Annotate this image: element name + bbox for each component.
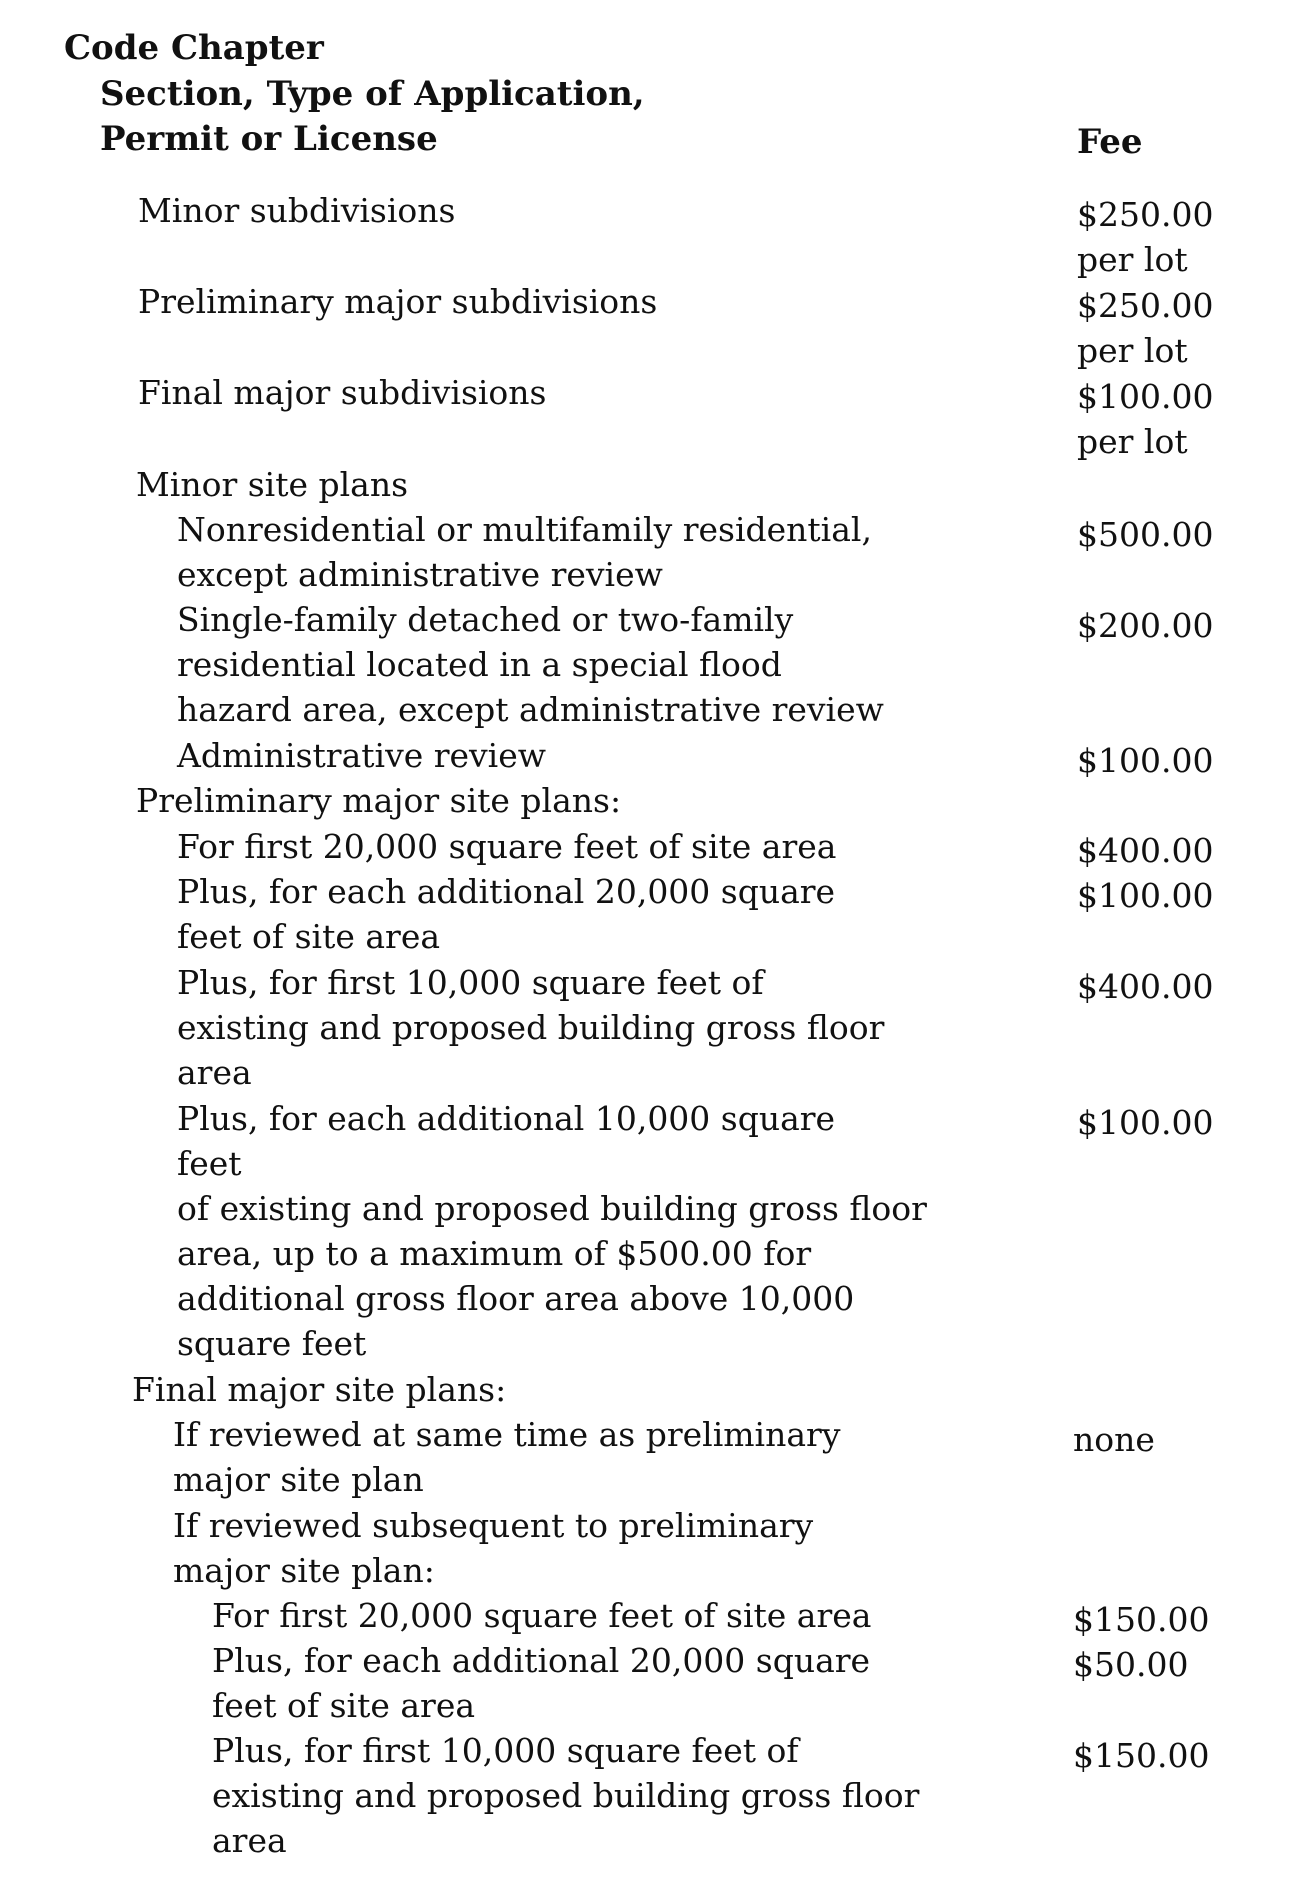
description-line: Plus, for each additional 10,000 square (177, 1099, 836, 1138)
header-fee: Fee (1077, 122, 1143, 162)
description-line: Minor site plans (136, 465, 409, 504)
description-line: of existing and proposed building gross floor (177, 1189, 927, 1228)
row-fee (1077, 873, 1213, 918)
description-line: Minor subdivisions (138, 191, 456, 230)
row-description (177, 824, 836, 869)
description-line: Preliminary major subdivisions (138, 282, 658, 321)
description-line: Preliminary major site plans: (136, 781, 622, 820)
row-description (177, 960, 884, 1095)
description-line: hazard area, except administrative review (177, 690, 884, 729)
header-code-chapter: Code Chapter (64, 28, 324, 68)
row-fee (1077, 738, 1213, 783)
description-line: Nonresidential or multifamily residential, (177, 510, 872, 549)
row-description (177, 1096, 927, 1366)
row-fee (1073, 1417, 1155, 1462)
description-line: residential located in a special flood (177, 645, 782, 684)
header-permit-license: Permit or License (100, 119, 438, 159)
description-line: existing and proposed building gross floor (177, 1008, 885, 1047)
fee-amount: $250.00 (1077, 195, 1214, 234)
fee-amount: $100.00 (1077, 377, 1214, 416)
description-line: If reviewed at same time as preliminary (173, 1415, 841, 1454)
description-line: If reviewed subsequent to preliminary (173, 1506, 814, 1545)
fee-amount: $50.00 (1073, 1645, 1189, 1684)
row-description (173, 1412, 840, 1502)
description-line: Final major site plans: (132, 1370, 507, 1409)
description-line: feet (177, 1144, 242, 1183)
row-fee (1077, 828, 1213, 873)
section-heading (136, 462, 408, 507)
fee-amount: $400.00 (1077, 831, 1214, 870)
fee-amount: none (1073, 1420, 1155, 1459)
description-line: Single-family detached or two-family (177, 600, 794, 639)
fee-amount: $100.00 (1077, 876, 1214, 915)
description-line: area (212, 1821, 287, 1860)
description-line: Final major subdivisions (138, 373, 547, 412)
header-section-type: Section, Type of Application, (100, 74, 645, 114)
description-line: area (177, 1053, 252, 1092)
description-line: feet of site area (177, 917, 441, 956)
description-line: existing and proposed building gross floor (212, 1776, 920, 1815)
description-line: additional gross floor area above 10,000 (177, 1279, 855, 1318)
row-fee (1077, 374, 1213, 464)
fee-amount: $200.00 (1077, 606, 1214, 645)
description-line: For first 20,000 square feet of site area (212, 1596, 872, 1635)
row-fee (1077, 1100, 1213, 1145)
description-line: For first 20,000 square feet of site area (177, 827, 837, 866)
description-line: Plus, for each additional 20,000 square (212, 1641, 871, 1680)
fee-unit: per lot (1077, 422, 1188, 461)
description-line: Plus, for first 10,000 square feet of (177, 963, 764, 1002)
description-line: except administrative review (177, 555, 663, 594)
description-line: Plus, for each additional 20,000 square (177, 872, 836, 911)
row-description (138, 279, 657, 324)
fee-amount: $400.00 (1077, 967, 1214, 1006)
row-description (212, 1638, 870, 1728)
row-description (177, 733, 546, 778)
description-line: major site plan: (173, 1551, 435, 1590)
row-fee (1073, 1733, 1209, 1778)
row-description (212, 1593, 871, 1638)
fee-unit: per lot (1077, 240, 1188, 279)
description-line: Plus, for first 10,000 square feet of (212, 1731, 799, 1770)
description-line: area, up to a maximum of $500.00 for (177, 1234, 812, 1273)
section-heading (136, 778, 621, 823)
row-description (177, 869, 835, 959)
row-fee (1077, 603, 1213, 648)
row-description (212, 1728, 919, 1863)
row-fee (1077, 964, 1213, 1009)
row-description (177, 507, 872, 597)
fee-unit: per lot (1077, 331, 1188, 370)
fee-amount: $250.00 (1077, 286, 1214, 325)
row-description (173, 1503, 813, 1593)
section-heading (132, 1367, 506, 1412)
fee-amount: $150.00 (1073, 1736, 1210, 1775)
description-line: square feet (177, 1324, 367, 1363)
description-line: major site plan (173, 1460, 424, 1499)
fee-amount: $100.00 (1077, 741, 1214, 780)
row-description (138, 370, 547, 415)
row-description (138, 188, 455, 233)
row-fee (1077, 512, 1213, 557)
row-description (177, 597, 884, 732)
description-line: feet of site area (212, 1686, 476, 1725)
description-line: Administrative review (177, 736, 547, 775)
fee-amount: $100.00 (1077, 1103, 1214, 1142)
row-fee (1073, 1597, 1209, 1642)
fee-amount: $150.00 (1073, 1600, 1210, 1639)
row-fee (1077, 192, 1213, 282)
row-fee (1077, 283, 1213, 373)
row-fee (1073, 1642, 1188, 1687)
fee-amount: $500.00 (1077, 515, 1214, 554)
